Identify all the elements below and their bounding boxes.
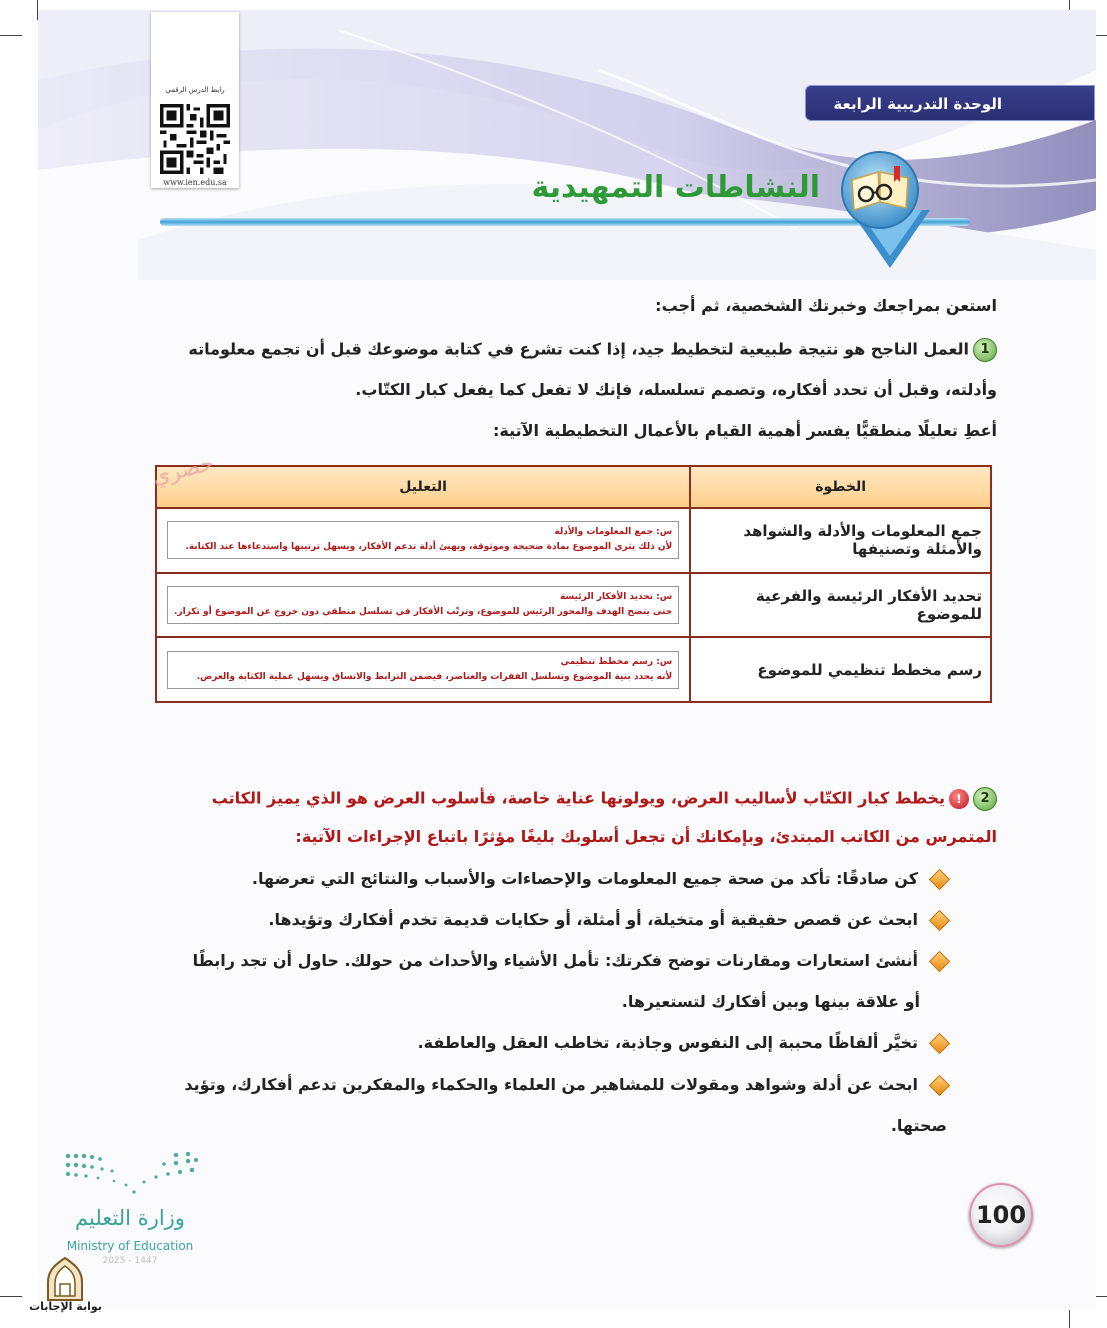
bullet-text: ابحث عن قصص حقيقية أو متخيلة، أو أمثلة، أو حكايات قديمة تخدم أفكارك وتؤيدها. (268, 910, 918, 929)
q1-line1-text: العمل الناجح هو نتيجة طبيعية لتخطيط جيد، إذا كنت تشرع في كتابة موضوعك قبل أن تجمع معلوماته (188, 339, 969, 359)
list-item (418, 1033, 947, 1052)
q2-line1 (212, 787, 997, 811)
table-row (156, 573, 991, 638)
list-item (193, 951, 947, 970)
bullet-text: أنشئ استعارات ومقارنات توضح فكرتك: تأمل الأشياء والأحداث من حولك. حاول أن تجد رابطًا (192, 951, 918, 970)
answer-text: لأنه يحدد بنية الموضوع وتسلسل الفقرات والعناصر، فيضمن الترابط والاتساق ويسهل عملية الكتابة والعرض. (196, 671, 673, 682)
diamond-bullet-icon (929, 1033, 950, 1054)
step-cell: جمع المعلومات والأدلة والشواهد والأمثلة وتصنيفها (690, 508, 991, 573)
diamond-bullet-icon (929, 869, 950, 890)
ministry-name-en: Ministry of Education (66, 1239, 194, 1253)
intro-text: استعن بمراجعك وخبرتك الشخصية، ثم أجب: (655, 296, 997, 315)
qr-code-icon[interactable] (160, 98, 230, 180)
diamond-bullet-icon (929, 1075, 950, 1096)
bullet-text: كن صادقًا: تأكد من صحة جميع المعلومات والإحصاءات والأسباب والنتائج التي تعرضها. (251, 869, 918, 888)
answers-portal-label: بوابة الإجابات (29, 1300, 102, 1313)
list-item (252, 869, 947, 888)
unit-tab: الوحدة التدريبية الرابعة (805, 85, 1095, 121)
answer-box (167, 651, 679, 689)
q2-line2: المتمرس من الكاتب المبتدئ، وبإمكانك أن تجعل أسلوبك بليغًا مؤثرًا باتباع الإجراءات الآتية: (295, 827, 997, 846)
qr-url: www.ien.edu.sa (163, 178, 227, 187)
answers-portal-logo-icon (44, 1256, 86, 1302)
bullet-continuation: صحتها. (890, 1116, 947, 1135)
crop-mark (0, 35, 22, 36)
question-number-badge: 2 (973, 787, 997, 811)
answer-box (167, 521, 679, 559)
answer-question: س: تحديد الأفكار الرئيسة (559, 591, 673, 602)
bullet-text: تخيَّر ألفاظًا محببة إلى النفوس وجاذبة، تخاطب العقل والعاطفة. (417, 1033, 918, 1052)
answer-box (167, 586, 679, 624)
alert-icon: ! (949, 789, 969, 809)
reason-cell (156, 508, 690, 573)
bullet-continuation: أو علاقة بينها وبين أفكارك لتستعيرها. (621, 992, 920, 1011)
planning-steps-table (155, 465, 992, 703)
answer-text: حتى يتضح الهدف والمحور الرئيس للموضوع، وترتّب الأفكار في تسلسل منطقي دون خروج عن الموضوع أو تكرار. (174, 606, 673, 617)
watermark-text: حصري (149, 450, 217, 491)
step-cell: رسم مخطط تنظيمي للموضوع (690, 637, 991, 702)
q1-line1 (188, 338, 997, 362)
table-row (156, 637, 991, 702)
qr-label: رابط الدرس الرقمي (165, 86, 225, 94)
reason-cell (156, 573, 690, 638)
qr-card[interactable] (151, 12, 239, 188)
table-row (156, 508, 991, 573)
ministry-logo-dots-icon (64, 1152, 199, 1200)
bullet-text: ابحث عن أدلة وشواهد ومقولات للمشاهير من العلماء والحكماء والمفكرين تدعم أفكارك، وتؤيد (184, 1075, 918, 1094)
question-number-badge: 1 (973, 338, 997, 362)
q1-line2: وأدلته، وقبل أن تحدد أفكاره، وتصمم تسلسله، فإنك لا تفعل كما يفعل كبار الكتّاب. (355, 380, 997, 399)
step-cell: تحديد الأفكار الرئيسة والفرعية للموضوع (690, 573, 991, 638)
answer-text: لأن ذلك يثري الموضوع بمادة صحيحة وموثوقة، ويهيئ أدلة تدعم الأفكار، ويسهل ترتيبها واستدعاءها عند الكتابة. (185, 542, 673, 553)
header-step: الخطوة (690, 466, 991, 508)
ministry-year: 2025 - 1447 (102, 1256, 158, 1266)
crop-mark (1069, 1308, 1070, 1328)
section-title: النشاطات التمهيدية (531, 170, 820, 205)
answer-question: س: رسم مخطط تنظيمي (560, 656, 673, 667)
answer-question: س: جمع المعلومات والأدلة (554, 527, 673, 538)
page-number-badge: 100 (969, 1183, 1033, 1247)
book-glasses-icon (830, 150, 950, 270)
ministry-name-ar: وزارة التعليم (75, 1206, 185, 1230)
q1-instruction: أعطِ تعليلًا منطقيًّا يفسر أهمية القيام بالأعمال التخطيطية الآتية: (492, 421, 997, 440)
reason-cell (156, 637, 690, 702)
crop-mark (0, 1296, 22, 1297)
diamond-bullet-icon (929, 910, 950, 931)
header-reason: التعليل (156, 466, 690, 508)
list-item (184, 1075, 947, 1094)
diamond-bullet-icon (929, 951, 950, 972)
list-item (268, 910, 947, 929)
q2-line1-text: يخطط كبار الكتّاب لأساليب العرض، ويولونها عناية خاصة، فأسلوب العرض هو الذي يميز الكاتب (211, 788, 945, 808)
